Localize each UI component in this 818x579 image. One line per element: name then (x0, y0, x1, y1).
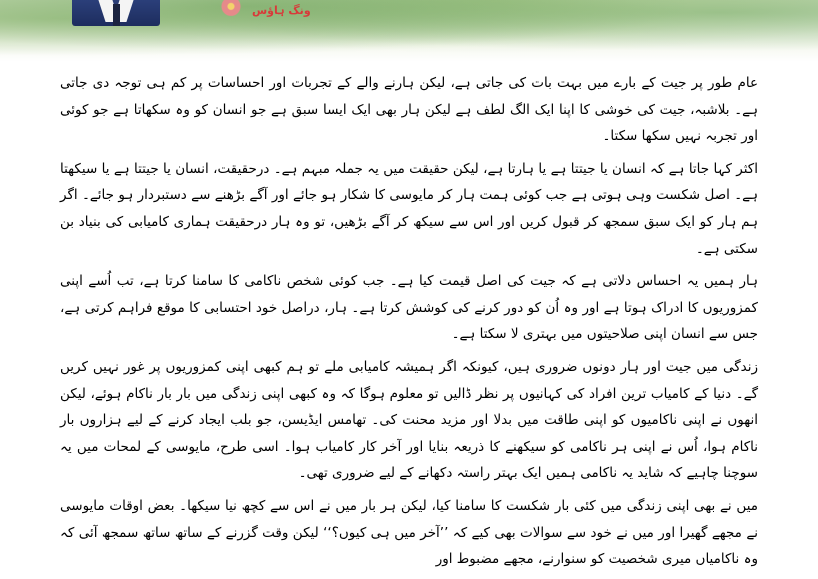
paragraph: عام طور پر جیت کے بارے میں بہت بات کی جاتی ہے، لیکن ہارنے والے کے تجربات اور احساسات پر کم ہی توجہ دی جاتی ہے۔ بلاشبہ، جیت کی خوشی کا اپنا ایک الگ لطف ہے لیکن ہار بھی ایک ایسا سبق ہے جو انسان کو وہ سکھاتا ہے جو کوئی اور تجربہ نہیں سکھا سکتا۔ (60, 75, 758, 145)
article-body (60, 70, 758, 579)
flower-decoration (218, 0, 244, 16)
header-banner (0, 0, 818, 62)
paragraph: میں نے بھی اپنی زندگی میں کئی بار شکست کا سامنا کیا، لیکن ہر بار میں نے اس سے کچھ نیا سیکھا۔ بعض اوقات مایوسی نے مجھے گھیرا اور میں نے خود سے سوالات بھی کیے کہ ’’آخر میں ہی کیوں؟‘‘ لیکن وقت گزرنے کے ساتھ ساتھ سمجھ آئی کہ وہ ناکامیاں میری شخصیت کو سنوارنے، مجھے مضبوط اور (60, 497, 758, 568)
paragraph: زندگی میں جیت اور ہار دونوں ضروری ہیں، کیونکہ اگر ہمیشہ کامیابی ملے تو ہم کبھی اپنی کمزوریوں پر غور نہیں کریں گے۔ دنیا کے کامیاب ترین افراد کی کہانیوں پر نظر ڈالیں تو معلوم ہوگا کہ وہ کبھی اپنی زندگی میں بار بار ناکام ہوئے، لیکن انھوں نے اپنی ناکامیوں کو اپنی طاقت میں بدلا اور مزید محنت کی۔ تھامس ایڈیسن، جو بلب ایجاد کرنے کے لیے ہزاروں بار ناکام ہوا، اُس نے اپنی ہر ناکامی کو سیکھنے کا ذریعہ بنایا اور آخر کار کامیاب ہوا۔ اسی طرح، مایوسی کے لمحات میں یہ سوچنا چاہیے کہ شاید یہ ناکامی ہمیں ایک بہتر راستہ دکھانے کے لیے ضروری تھی۔ (60, 358, 758, 482)
author-photo (72, 0, 160, 26)
author-byline: ونگ ہاؤس (252, 4, 311, 17)
paragraph: اکثر کہا جاتا ہے کہ انسان یا جیتتا ہے یا ہارتا ہے، لیکن حقیقت میں یہ جملہ مبہم ہے۔ درحقیقت، انسان یا جیتتا ہے یا سیکھتا ہے۔ اصل شکست وہی ہوتی ہے جب کوئی ہمت ہار کر مایوسی کا شکار ہو جائے اور آگے بڑھنے سے دستبردار ہو جائے۔ اگر ہم ہار کو ایک سبق سمجھ کر قبول کریں اور اس سے سیکھ کر آگے بڑھیں، تو وہ ہار درحقیقت ہماری کامیابی کی بنیاد بن سکتی ہے۔ (60, 160, 758, 257)
paragraph: ہار ہمیں یہ احساس دلاتی ہے کہ جیت کی اصل قیمت کیا ہے۔ جب کوئی شخص ناکامی کا سامنا کرتا ہے، تب اُسے اپنی کمزوریوں کا ادراک ہوتا ہے اور وہ اُن کو دور کرنے کی کوشش کرتا ہے۔ ہار، دراصل خود احتسابی کا موقع فراہم کرتی ہے، جس سے انسان اپنی صلاحیتوں میں بہتری لا سکتا ہے۔ (60, 273, 758, 343)
necktie (113, 4, 120, 26)
